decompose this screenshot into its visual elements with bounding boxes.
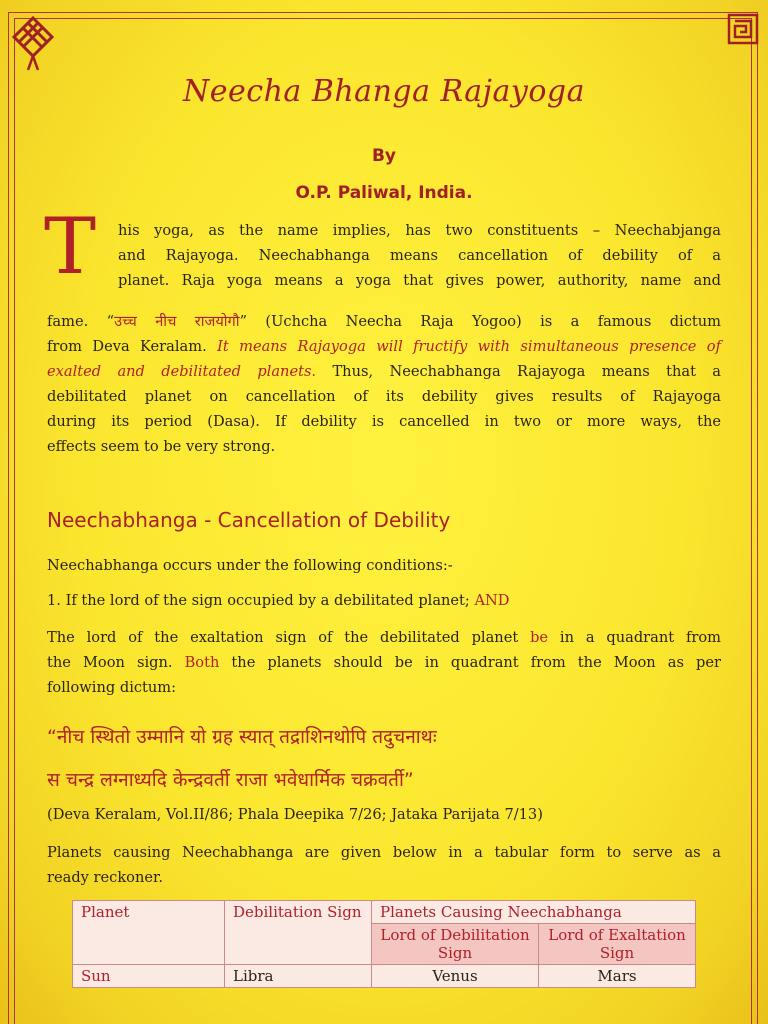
intro-line: during its period (Dasa). If debility is cancelled in two or more ways, the: [47, 413, 721, 430]
header-planets-causing: Planets Causing Neechabhanga: [372, 901, 696, 924]
text-span: ” (Uchcha Neecha Raja Yogoo) is a famous dictum: [239, 313, 721, 330]
lord-paragraph: [47, 625, 721, 700]
conditions-line: Neechabhanga occurs under the following conditions:-: [47, 557, 453, 574]
hindi-dictum: उच्च नीच राजयोगौ: [114, 313, 240, 330]
text-span: the planets should be in quadrant from the Moon as per: [219, 654, 721, 671]
and-keyword: AND: [474, 592, 510, 609]
sanskrit-sloka-line-2: स चन्द्र लग्नाध्यदि केन्द्रवर्ती राजा भवेधार्मिक चक्रवर्ती”: [47, 769, 414, 791]
intro-line: effects seem to be very strong.: [47, 438, 276, 455]
key-pattern-icon: [726, 12, 760, 46]
be-keyword: be: [530, 629, 549, 646]
header-lord-exaltation: Lord of Exaltation Sign: [539, 924, 696, 965]
cell-planet: Sun: [73, 965, 225, 988]
text-span: in a quadrant from: [548, 629, 721, 646]
drop-cap: T: [44, 202, 97, 292]
planets-paragraph: [47, 840, 721, 890]
section-heading: Neechabhanga - Cancellation of Debility: [47, 508, 451, 532]
intro-paragraph-body: [47, 309, 721, 459]
table-row: [73, 965, 696, 988]
both-keyword: Both: [184, 654, 220, 671]
table-header-row: [73, 901, 696, 924]
author-name: O.P. Paliwal, India.: [295, 183, 473, 203]
cell-sign: Libra: [225, 965, 372, 988]
intro-line: debilitated planet on cancellation of its debility gives results of Rajayoga: [47, 388, 721, 405]
conditions-intro: [47, 553, 721, 578]
condition-1: [47, 588, 721, 613]
neechabhanga-table: [72, 900, 696, 988]
intro-line: and Rajayoga. Neechabhanga means cancellation of debility of a: [118, 247, 721, 264]
text-span: 1. If the lord of the sign occupied by a debilitated planet;: [47, 592, 475, 609]
text-span: The lord of the exaltation sign of the debilitated planet: [47, 629, 531, 646]
planets-line: ready reckoner.: [47, 869, 164, 886]
byline: By: [371, 146, 397, 166]
cell-lord-deb: Venus: [372, 965, 539, 988]
highlight-text: It means Rajayoga will fructify with simultaneous presence of: [217, 338, 721, 355]
header-debilitation-sign: Debilitation Sign: [225, 901, 372, 965]
sanskrit-sloka-line-1: “नीच स्थितो उम्मानि यो ग्रह स्यात् तद्राशिनथोपि तदुचनाथः: [47, 726, 437, 748]
text-span: fame. “: [47, 313, 115, 330]
lord-line: following dictum:: [47, 679, 177, 696]
planets-line: Planets causing Neechabhanga are given below in a tabular form to serve as a: [47, 844, 721, 861]
endless-knot-icon: [8, 14, 58, 74]
cell-lord-exalt: Mars: [539, 965, 696, 988]
header-planet: Planet: [73, 901, 225, 965]
page-title: Neecha Bhanga Rajayoga: [183, 74, 585, 109]
highlight-text: exalted and debilitated planets.: [47, 363, 317, 380]
intro-line: his yoga, as the name implies, has two constituents – Neechabjanga: [118, 222, 721, 239]
text-span: from Deva Keralam.: [47, 338, 218, 355]
intro-paragraph-top: [118, 218, 721, 293]
intro-line: planet. Raja yoga means a yoga that gives power, authority, name and: [118, 272, 721, 289]
reference-line: [47, 802, 721, 827]
reference-text: (Deva Keralam, Vol.II/86; Phala Deepika 7/26; Jataka Parijata 7/13): [47, 806, 543, 823]
text-span: the Moon sign.: [47, 654, 185, 671]
text-span: Thus, Neechabhanga Rajayoga means that a: [316, 363, 722, 380]
header-lord-debilitation: Lord of Debilitation Sign: [372, 924, 539, 965]
